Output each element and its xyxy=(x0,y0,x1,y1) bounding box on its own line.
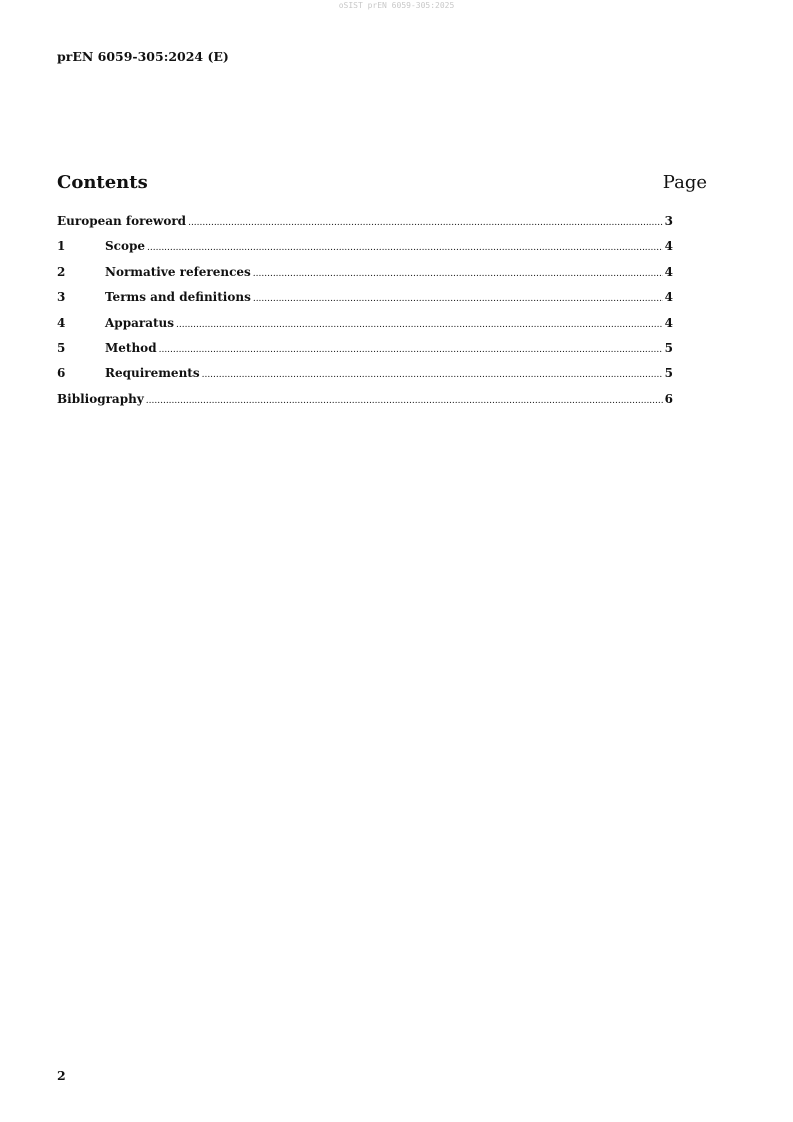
toc-entry-european-foreword[interactable] xyxy=(57,214,673,239)
toc-list xyxy=(57,214,673,417)
toc-dot-leader xyxy=(159,345,663,355)
toc-entry-number: 3 xyxy=(57,290,66,305)
toc-entry-label: Terms and definitions xyxy=(105,290,251,305)
toc-dot-leader xyxy=(188,218,663,228)
toc-entry-page: 4 xyxy=(664,264,673,279)
toc-entry-number: 2 xyxy=(57,264,66,279)
toc-dot-leader xyxy=(146,396,663,406)
page-number: 2 xyxy=(57,1068,66,1083)
toc-entry-terms-and-definitions[interactable] xyxy=(57,290,673,315)
toc-page-column-label: Page xyxy=(662,172,707,193)
toc-dot-leader xyxy=(176,320,663,330)
toc-entry-method[interactable] xyxy=(57,341,673,366)
toc-entry-scope[interactable] xyxy=(57,239,673,264)
toc-entry-normative-references[interactable] xyxy=(57,265,673,290)
toc-entry-label: Bibliography xyxy=(57,391,144,406)
toc-entry-number: 1 xyxy=(57,239,66,254)
toc-entry-number: 5 xyxy=(57,340,66,355)
toc-entry-label: Requirements xyxy=(105,366,200,381)
toc-title: Contents xyxy=(57,172,148,193)
toc-dot-leader xyxy=(253,294,663,304)
toc-entry-number: 6 xyxy=(57,366,66,381)
document-identifier: prEN 6059-305:2024 (E) xyxy=(57,49,229,64)
toc-entry-number: 4 xyxy=(57,315,66,330)
toc-entry-label: Apparatus xyxy=(105,315,174,330)
toc-entry-label: European foreword xyxy=(57,214,187,228)
toc-entry-label: Normative references xyxy=(105,264,251,279)
toc-entry-label: Method xyxy=(105,340,157,355)
toc-dot-leader xyxy=(253,269,663,279)
toc-entry-page: 4 xyxy=(664,290,673,305)
toc-entry-label: Scope xyxy=(105,239,146,254)
toc-entry-bibliography[interactable] xyxy=(57,392,673,417)
toc-entry-page: 4 xyxy=(664,239,673,254)
toc-entry-page: 6 xyxy=(664,391,673,406)
toc-entry-requirements[interactable] xyxy=(57,366,673,391)
watermark: oSIST prEN 6059-305:2025 xyxy=(338,1,455,10)
toc-dot-leader xyxy=(147,243,663,253)
toc-heading xyxy=(57,172,707,196)
toc-entry-apparatus[interactable] xyxy=(57,316,673,341)
toc-entry-page: 3 xyxy=(664,214,673,228)
toc-dot-leader xyxy=(202,370,663,380)
toc-entry-page: 5 xyxy=(664,340,673,355)
toc-entry-page: 5 xyxy=(664,366,673,381)
toc-entry-page: 4 xyxy=(664,315,673,330)
